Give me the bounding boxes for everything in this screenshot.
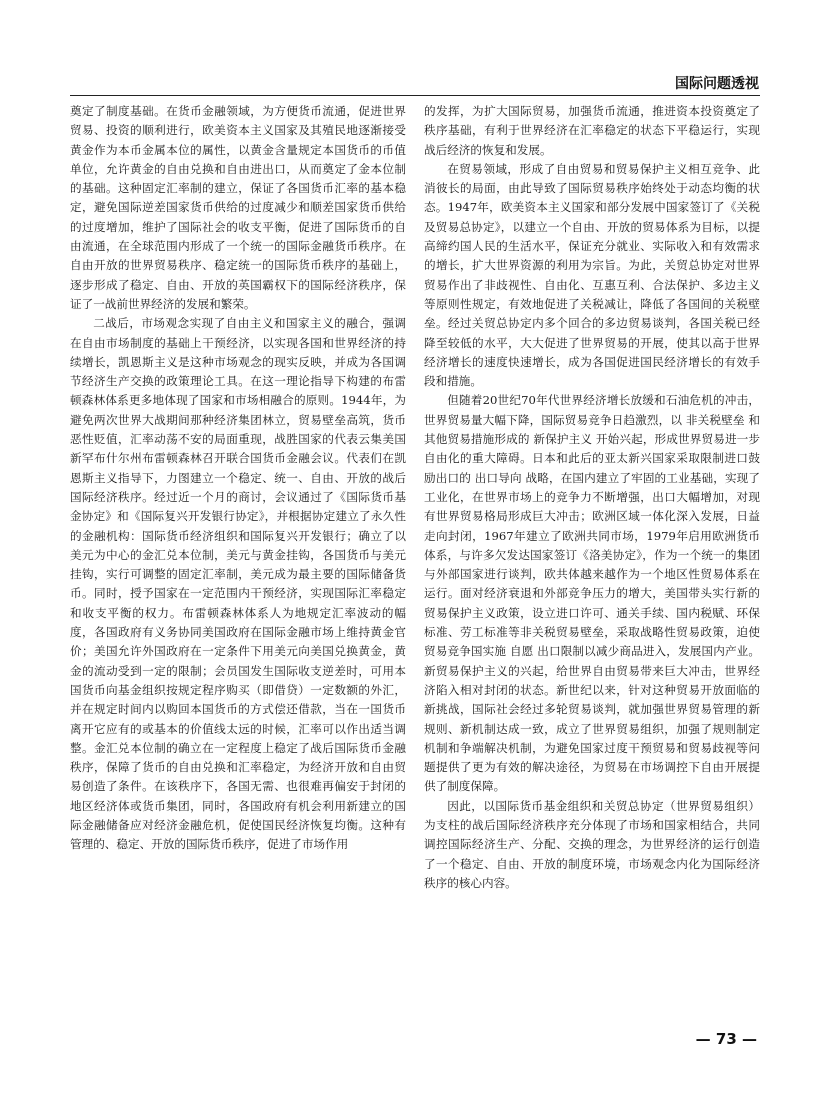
paragraph: 因此，以国际货币基金组织和关贸总协定（世界贸易组织）为支柱的战后国际经济秩序充分体现了市场和国家相结合，共同调控国际经济生产、分配、交换的理念，为世界经济的运行创造了一个稳定、自由、开放的制度环境，市场观念内化为国际经济秩序的核心内容。 [424,798,760,890]
article-body [70,102,760,1012]
paragraph: 奠定了制度基础。在货币金融领域，为方便货币流通，促进世界贸易、投资的顺利进行，欧美资本主义国家及其殖民地逐渐接受黄金作为本币金属本位的属性，以黄金含量规定本国货币的币值单位，允许黄金的自由兑换和自由进出口，从而奠定了金本位制的基础。这种固定汇率制的建立，保证了各国货币汇率的基本稳定，避免国际逆差国家货币供给的过度减少和顺差国家货币供给的过度增加，维护了国际社会的收支平衡，促进了国际货币的自由流通，在全球范围内形成了一个统一的国际金融货币秩序。在自由开放的世界贸易秩序、稳定统一的国际货币秩序的基础上，逐步形成了稳定、自由、开放的英国霸权下的国际经济秩序，保证了一战前世界经济的发展和繁荣。 [70,104,406,311]
paragraph: 但随着20世纪70年代世界经济增长放缓和石油危机的冲击，世界贸易量大幅下降，国际贸易竞争日趋激烈，以 非关税壁垒 和其他贸易措施形成的 新保护主义 开始兴起，形成世界贸易进一步自由化的重大障碍。日本和此后的亚太新兴国家采取限制进口鼓励出口的 出口导向 战略，在国内建立了牢固的工业基础，实现了工业化，在世界市场上的竞争力不断增强，出口大幅增加，对现有世界贸易格局形成巨大冲击；欧洲区域一体化深入发展，日益走向封闭，1967年建立了欧洲共同市场，1979年启用欧洲货币体系，与许多欠发达国家签订《洛美协定》，作为一个统一的集团与外部国家进行谈判，欧共体越来越作为一个地区性贸易体系在运行。面对经济衰退和外部竞争压力的增大，美国带头实行新的贸易保护主义政策，设立进口许可、通关手续、国内税赋、环保标准、劳工标准等非关税贸易壁垒，采取战略性贸易政策，迫使贸易竞争国实施 自愿 出口限制以减少商品进入，发展国内产业。新贸易保护主义的兴起，给世界自由贸易带来巨大冲击，世界经济陷入相对封闭的状态。新世纪以来，针对这种贸易开放面临的新挑战，国际社会经过多轮贸易谈判，就加强世界贸易管理的新规则、新机制达成一致，成立了世界贸易组织，加强了规则制定机制和争端解决机制，为避免国家过度干预贸易和贸易歧视等问题提供了更为有效的解决途径，为贸易在市场调控下自由开展提供了制度保障。 [424,393,760,794]
page-number: — 73 — [695,1030,757,1048]
paragraph: 的发挥，为扩大国际贸易，加强货币流通，推进资本投资奠定了秩序基础，有利于世界经济在汇率稳定的状态下平稳运行，实现战后经济的恢复和发展。 [424,104,760,157]
journal-section-title: 国际问题透视 [675,76,759,92]
paragraph: 二战后，市场观念实现了自由主义和国家主义的融合，强调在自由市场制度的基础上干预经济，以实现各国和世界经济的持续增长，凯恩斯主义是这种市场观念的现实反映，并成为各国调节经济生产交换的政策理论工具。在这一理论指导下构建的布雷顿森林体系更多地体现了国家和市场相融合的原则。1944年，为避免两次世界大战期间那种经济集团林立，贸易壁垒高筑，货币恶性贬值，汇率动荡不安的局面重现，战胜国家的代表云集美国新罕布什尔州布雷顿森林召开联合国货币金融会议。代表们在凯恩斯主义指导下，力图建立一个稳定、统一、自由、开放的战后国际经济秩序。经过近一个月的商讨，会议通过了《国际货币基金协定》和《国际复兴开发银行协定》，并根据协定建立了永久性的金融机构：国际货币经济组织和国际复兴开发银行；确立了以美元为中心的金汇兑本位制，美元与黄金挂钩，各国货币与美元挂钩，实行可调整的固定汇率制，美元成为最主要的国际储备货币。同时，授予国家在一定范围内干预经济，实现国际汇率稳定和收支平衡的权力。布雷顿森林体系人为地规定汇率波动的幅度，各国政府有义务协同美国政府在国际金融市场上维持黄金官价；美国允许外国政府在一定条件下用美元向美国兑换黄金，黄金的流动受到一定的限制；会员国发生国际收支逆差时，可用本国货币向基金组织按规定程序购买（即借贷）一定数额的外汇，并在规定时间内以购回本国货币的方式偿还借款，当在一国货币离开它应有的或基本的价值线太远的时候，汇率可以作出适当调整。金汇兑本位制的确立在一定程度上稳定了战后国际货币金融秩序，保障了货币的自由兑换和汇率稳定，为经济开放和自由贸易创造了条件。在该秩序下，各国无需、也很难再偏安于封闭的地区经济体或货币集团，同时，各国政府有机会利用新建立的国际金融储备应对经济金融危机，促使国民经济恢复均衡。这种有管理的、稳定、开放的国际货币秩序，促进了市场作用 [70,316,406,852]
right-column [424,102,760,1012]
paragraph: 在贸易领域，形成了自由贸易和贸易保护主义相互竞争、此消彼长的局面，由此导致了国际贸易秩序始终处于动态均衡的状态。1947年，欧美资本主义国家和部分发展中国家签订了《关税及贸易总协定》，以建立一个自由、开放的贸易体系为目标，以提高缔约国人民的生活水平，保证充分就业、实际收入和有效需求的增长，扩大世界资源的利用为宗旨。为此，关贸总协定对世界贸易作出了非歧视性、自由化、互惠互利、合法保护、多边主义等原则性规定，有效地促进了关税减让，降低了各国间的关税壁垒。经过关贸总协定内多个回合的多边贸易谈判，各国关税已经降至较低的水平，大大促进了世界贸易的开展，使其以高于世界经济增长的速度快速增长，成为各国促进国民经济增长的有效手段和措施。 [424,161,760,389]
header-divider [70,95,760,96]
left-column [70,102,406,1012]
